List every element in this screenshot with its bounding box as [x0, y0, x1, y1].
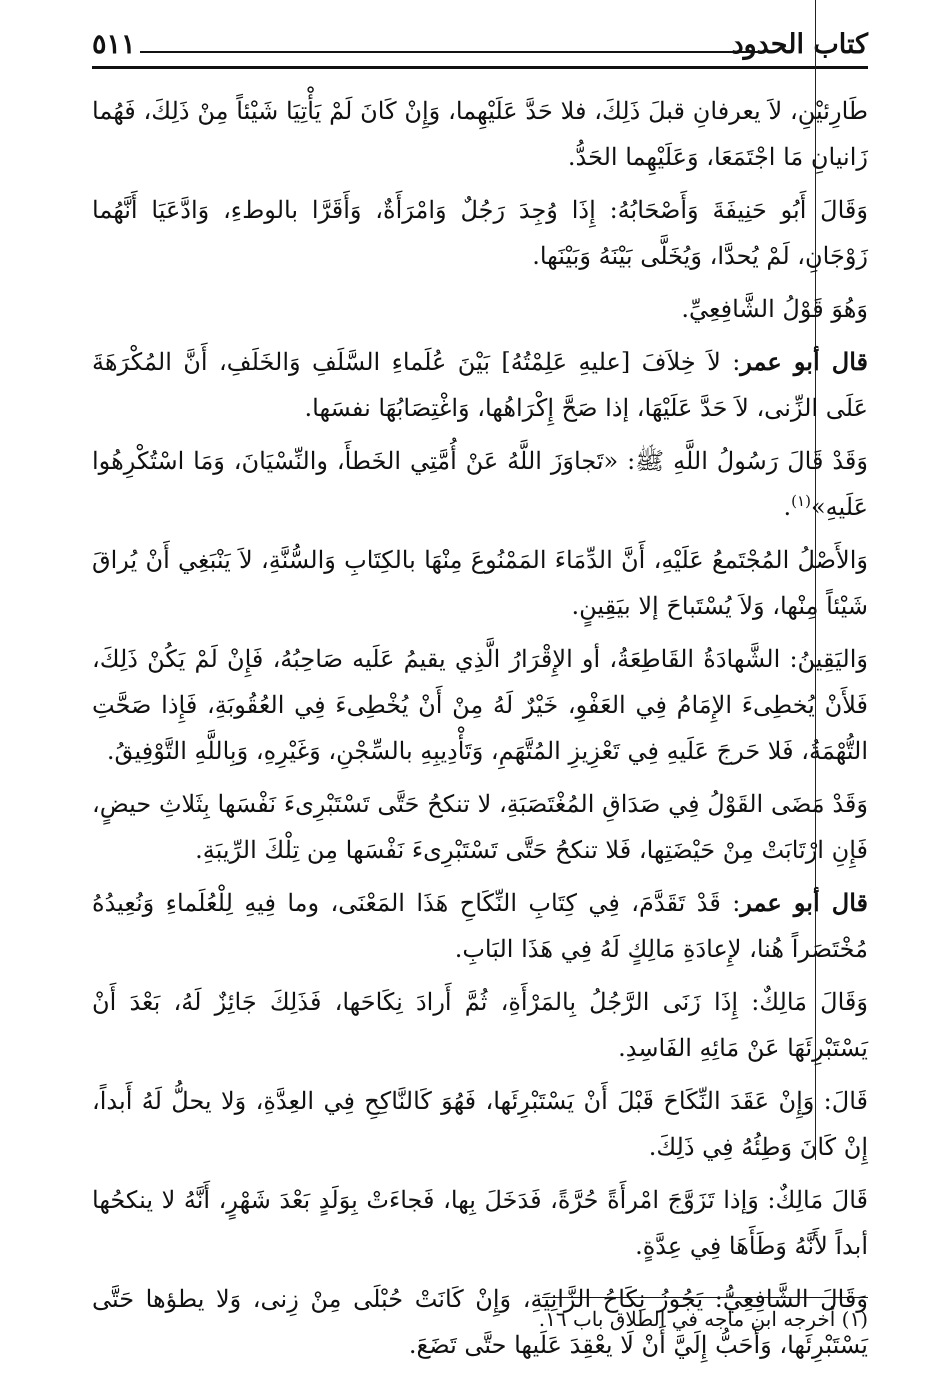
paragraph: وَقَالَ أَبُو حَنِيفَةَ وَأَصْحَابُهُ: إِذَا وُجِدَ رَجُلٌ وَامْرَأَةٌ، وَأَقَرَّا بالوطءِ، وَادَّعَيَا أَنَّهُما زَوْجَانِ، لَمْ يُحدَّا، وَيُخَلَّى بَيْنَهُ وَبَيْنَها.	[92, 196, 868, 270]
paragraph: وَالأَصْلُ المُجْتَمعُ عَلَيْهِ، أَنَّ الدِّمَاءَ المَمْنُوعَ مِنْهَا بالكِتَابِ وَالسُّنَّةِ، لاَ يَنْبَغِي أَنْ يُراقَ شَيْئاً مِنْها، وَلاَ يُسْتَباحَ إلا بيَقِينٍ.	[92, 546, 868, 620]
running-header	[92, 26, 868, 64]
paragraph: قال أبو عمر: قَدْ تَقَدَّمَ، فِي كِتَابِ النِّكَاحِ هَذَا المَعْنَى، وما فِيهِ لِلْعُلَماءِ وَنُعِيدُهُ مُخْتَصَراً هُنا، لإِعادَةِ مَالِكٍ لَهُ فِي هَذَا البَابِ.	[92, 888, 868, 963]
paragraph: وَقَالَ الشَّافِعِيُّ: يَجُوزُ نِكَاحُ الزَّانِيَةِ، وَإِنْ كَانَتْ حُبْلَى مِنْ زِنى، وَلا يطؤها حَتَّى يَسْتَبْرِئَها، وَأَحَبُّ إِلَيَّ أَنْ لَا يعْقِدَ عَلَيها حتَّى تَضَعَ.	[92, 1285, 868, 1359]
footnote: (١) أخرجه ابن ماجه في الطلاق باب ١٦.	[538, 1307, 868, 1331]
footnote-rule	[542, 1297, 868, 1298]
speaker-label: قال أبو عمر	[740, 347, 868, 376]
paragraph: وَاليَقِينُ: الشَّهادَةُ القَاطِعَةُ، أو الإِقْرَارُ الَّذِي يقيمُ عَلَيه صَاحِبُهُ، فَإِنْ لَمْ يَكُنْ ذَلِكَ، فَلأَنْ يُخطِىءَ الإِمَامُ فِي العَفْوِ، خَيْرٌ لَهُ مِنْ أَنْ يُخْطِىءَ فِي العُقُوبَةِ، فَإِذا صَحَّتِ التُّهْمَةُ، فَلا حَرجَ عَلَيهِ فِي تَعْزِيزِ المُتَّهَمِ، وَتَأْدِيبِهِ بالسِّجْنِ، وَغَيْرِهِ، وَبِاللَّهِ التَّوْفِيقُ.	[92, 645, 868, 765]
paragraph: وَقَدْ مَضَى القَوْلُ فِي صَدَاقِ المُغْتَصَبَةِ، لا تنكحُ حَتَّى تَسْتَبْرِىءَ نَفْسَها بِثَلاثِ حيضٍ، فَإِنِ ارْتَابَتْ مِنْ حَيْضَتِها، فَلا تنكحُ حَتَّى تَسْتَبْرِىءَ نَفْسَها مِن تِلْكَ الرِّيبَةِ.	[92, 790, 868, 864]
speaker-label: قال أبو عمر	[740, 888, 868, 917]
chapter-title: كتاب الحدود	[731, 29, 868, 60]
paragraph: طَارِئيْنِ، لاَ يعرفانِ قبلَ ذَلِكَ، فلا حَدَّ عَلَيْهِما، وَإِنْ كَانَ لَمْ يَأْتِيَا شَيْئاً مِنْ ذَلِكَ، فَهُما زَانيانِ مَا اجْتَمَعَا، وَعَلَيْهِما الحَدُّ.	[92, 97, 868, 171]
header-rule	[92, 66, 868, 69]
paragraph: وَقَدْ قَالَ رَسُولُ اللَّهِ ﷺ: «تَجاوَزَ اللَّهُ عَنْ أُمَّتِي الخَطأَ، والنِّسْيَانَ، وَمَا اسْتُكْرِهُوا عَلَيهِ»$^{(١)}$.	[92, 447, 868, 521]
paragraph: وَهُوَ قَوْلُ الشَّافِعِيِّ.	[681, 295, 868, 323]
body-text	[92, 88, 868, 1375]
page-number: ٥١١	[92, 29, 136, 60]
footnote-ref[interactable]: (١)	[791, 492, 811, 510]
paragraph: قَالَ مَالِكٌ: وَإذا تَزَوَّجَ امْرأَةً حُرَّةً، فَدَخَلَ بِها، فَجاءَتْ بِوَلَدٍ بَعْدَ شَهْرٍ، أَنَّهُ لا ينكحُها أبداً لأَنَّهُ وَطَأَهَا فِي عِدَّةٍ.	[92, 1186, 868, 1260]
paragraph: وَقَالَ مَالِكٌ: إِذَا زَنَى الرَّجُلُ بِالمَرْأَةِ، ثُمَّ أَرادَ نِكَاحَها، فَذَلِكَ جَائِزٌ لَهُ، بَعْدَ أَنْ يَسْتَبْرِئَهَا عَنْ مَائِهِ الفَاسِدِ.	[92, 988, 868, 1062]
paragraph: قَالَ: وَإِنْ عَقَدَ النِّكَاحَ قَبْلَ أَنْ يَسْتَبْرِئَها، فَهُوَ كَالنَّاكِحِ فِي العِدَّةِ، وَلا يحلُّ لَهُ أَبداً، إِنْ كَانَ وَطِئُهُ فِي ذَلِكَ.	[92, 1087, 868, 1161]
header-dash-line	[140, 51, 758, 53]
paragraph: قال أبو عمر: لاَ خِلاَفَ [عليهِ عَلِمْتُهُ] بَيْنَ عُلَماءِ السَّلَفِ وَالخَلَفِ، أَنَّ المُكْرَهَةَ عَلَى الزِّنى، لاَ حَدَّ عَلَيْهَا، إذا صَحَّ إِكْرَاهُها، وَاغْتِصَابُهَا نفسَها.	[92, 347, 868, 422]
